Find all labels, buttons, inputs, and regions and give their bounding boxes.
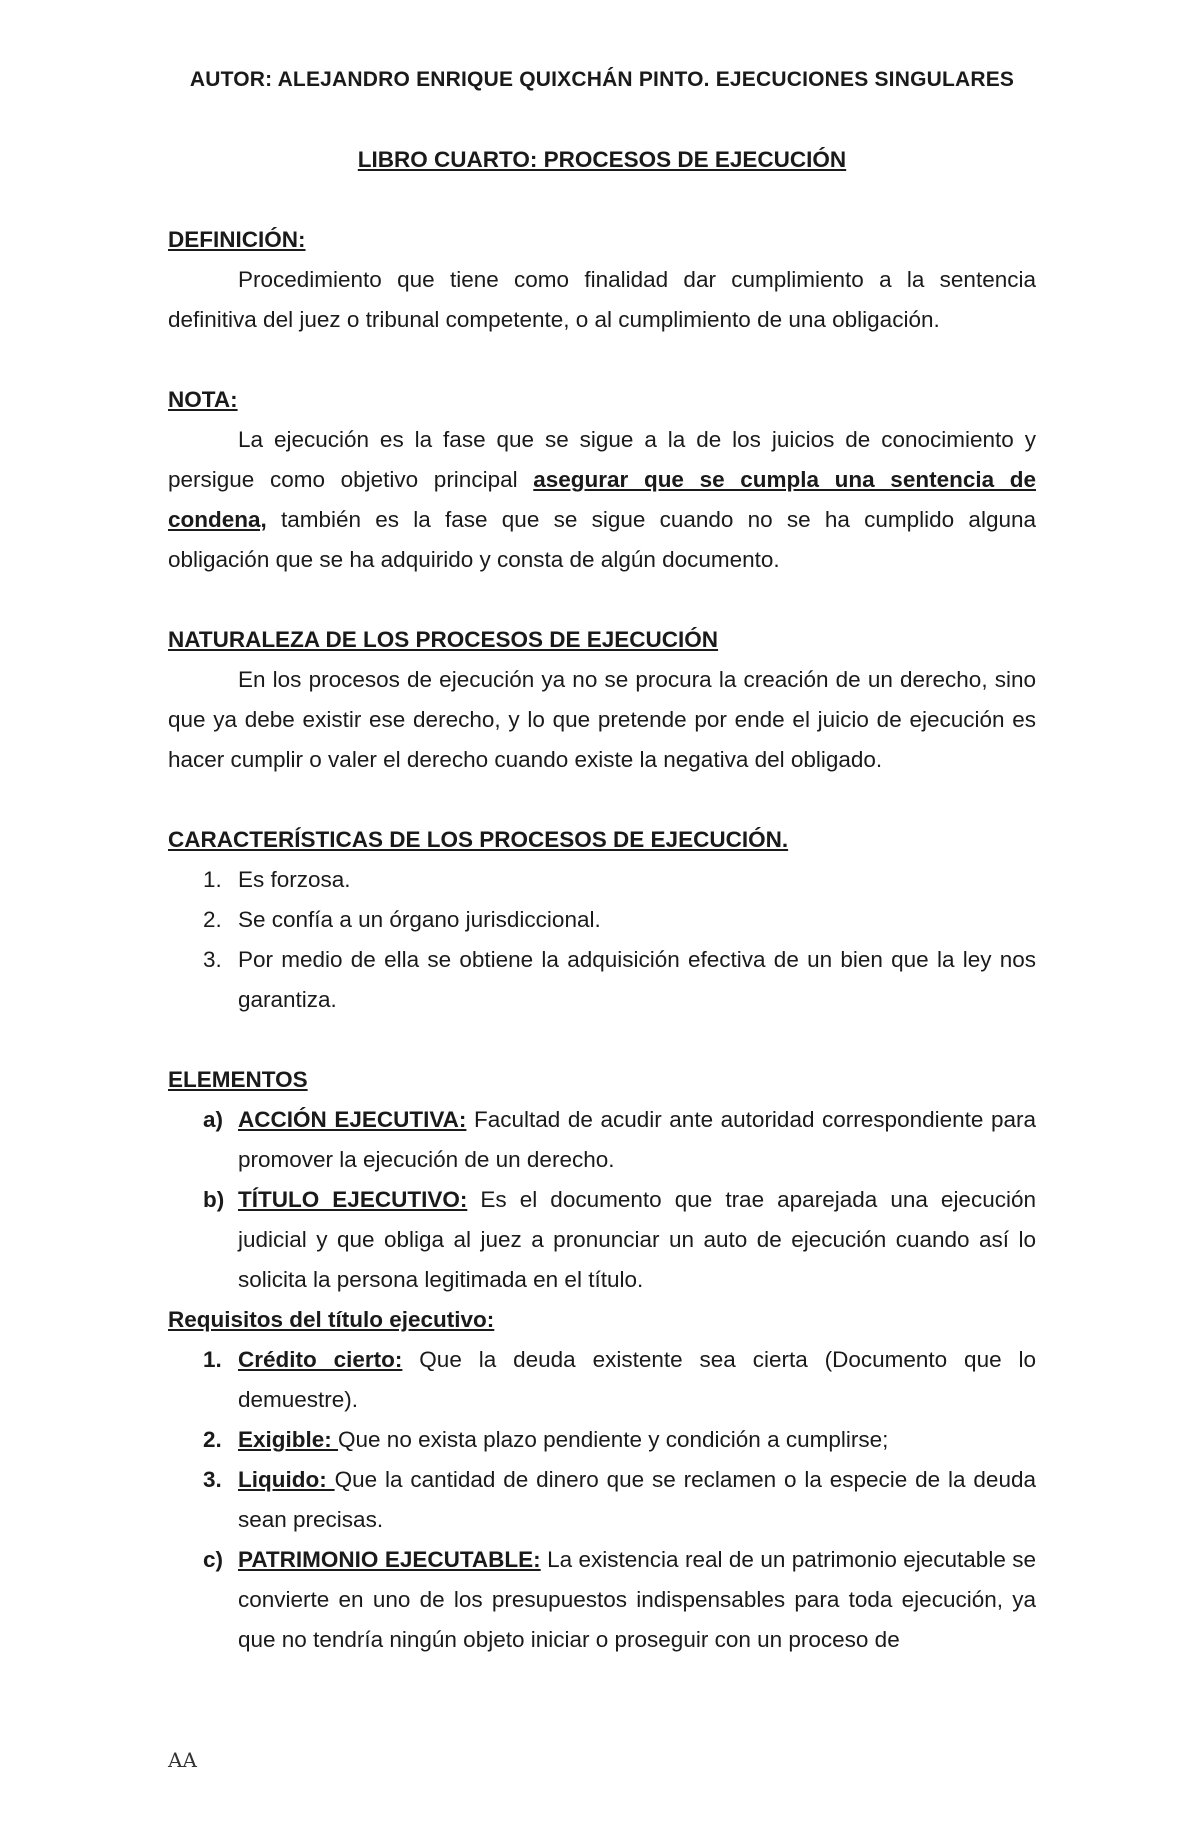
elemento-text: Es el documento que trae aparejada una ejecución judicial y que obliga al juez a pronunciar un auto de ejecución cuando así lo solicita la persona legitimada en el título.	[238, 1187, 1036, 1292]
nota-text-before: La ejecución es la fase que se sigue a la de los juicios de conocimiento y persigue como objetivo principal	[168, 427, 1036, 492]
elemento-patrimonio	[168, 1540, 1036, 1660]
requisito-text: Que no exista plazo pendiente y condición a cumplirse;	[338, 1427, 889, 1452]
list-marker: 2.	[203, 907, 222, 932]
definicion-text: Procedimiento que tiene como finalidad dar cumplimiento a la sentencia definitiva del juez o tribunal competente, o al cumplimiento de una obligación.	[168, 267, 1036, 332]
nota-text-after: también es la fase que se sigue cuando no se ha cumplido alguna obligación que se ha adquirido y consta de algún documento.	[168, 507, 1036, 572]
section-caracteristicas	[168, 820, 1036, 1020]
elemento-text: La existencia real de un patrimonio ejecutable se convierte en uno de los presupuestos indispensables para toda ejecución, ya que no tendría ningún objeto iniciar o proseguir con un proceso de	[238, 1547, 1037, 1652]
list-item-text: Por medio de ella se obtiene la adquisición efectiva de un bien que la ley nos garantiza.	[238, 947, 1036, 1012]
naturaleza-heading: NATURALEZA DE LOS PROCESOS DE EJECUCIÓN	[168, 627, 719, 652]
elemento-accion	[168, 1100, 1036, 1180]
list-marker: 1.	[203, 867, 222, 892]
section-naturaleza	[168, 620, 1036, 780]
list-marker: 2.	[203, 1427, 222, 1452]
section-nota	[168, 380, 1036, 580]
list-item-text: Es forzosa.	[238, 867, 351, 892]
elemento-label: PATRIMONIO EJECUTABLE:	[238, 1547, 541, 1572]
page-header: AUTOR: ALEJANDRO ENRIQUE QUIXCHÁN PINTO. EJECUCIONES SINGULARES	[189, 68, 1015, 91]
nota-heading: NOTA:	[168, 387, 238, 412]
requisitos-list	[168, 1340, 1036, 1540]
list-marker: a)	[203, 1107, 224, 1132]
section-definicion	[168, 220, 1036, 340]
page-footer: AA	[168, 1748, 197, 1772]
list-item-text: Se confía a un órgano jurisdiccional.	[238, 907, 601, 932]
list-item	[168, 900, 1036, 940]
elemento-label: ACCIÓN EJECUTIVA:	[238, 1107, 467, 1132]
elementos-heading: ELEMENTOS	[168, 1067, 308, 1092]
caracteristicas-heading: CARACTERÍSTICAS DE LOS PROCESOS DE EJECUCIÓN.	[168, 827, 789, 852]
elemento-titulo	[168, 1180, 1036, 1300]
list-item	[168, 1460, 1036, 1540]
elementos-list-continued	[168, 1540, 1036, 1660]
elemento-label: TÍTULO EJECUTIVO:	[238, 1187, 468, 1212]
document-page	[168, 60, 1036, 1660]
caracteristicas-list	[168, 860, 1036, 1020]
requisito-label: Crédito cierto:	[238, 1347, 403, 1372]
requisito-text: Que la cantidad de dinero que se reclamen o la especie de la deuda sean precisas.	[238, 1467, 1036, 1532]
nota-emphasis: asegurar que se cumpla una sentencia de condena,	[168, 467, 1037, 532]
elemento-text: Facultad de acudir ante autoridad correspondiente para promover la ejecución de un derecho.	[238, 1107, 1036, 1172]
requisito-text: Que la deuda existente sea cierta (Documento que lo demuestre).	[238, 1347, 1036, 1412]
requisito-label: Exigible:	[238, 1427, 339, 1452]
list-marker: 1.	[203, 1347, 222, 1372]
section-elementos	[168, 1060, 1036, 1660]
list-item	[168, 1340, 1036, 1420]
document-title: LIBRO CUARTO: PROCESOS DE EJECUCIÓN	[357, 147, 847, 172]
naturaleza-text: En los procesos de ejecución ya no se procura la creación de un derecho, sino que ya debe existir ese derecho, y lo que pretende por ende el juicio de ejecución es hacer cumplir o valer el derecho cuando existe la negativa del obligado.	[168, 667, 1036, 772]
list-marker: 3.	[203, 947, 222, 972]
requisitos-heading: Requisitos del título ejecutivo:	[168, 1307, 495, 1332]
list-marker: b)	[203, 1187, 225, 1212]
list-marker: 3.	[203, 1467, 222, 1492]
elementos-list	[168, 1100, 1036, 1300]
list-item	[168, 860, 1036, 900]
list-marker: c)	[203, 1547, 224, 1572]
definicion-heading: DEFINICIÓN:	[168, 227, 306, 252]
nota-text	[168, 420, 1036, 580]
requisito-label: Liquido:	[238, 1467, 335, 1492]
list-item	[168, 1420, 1036, 1460]
list-item	[168, 940, 1036, 1020]
